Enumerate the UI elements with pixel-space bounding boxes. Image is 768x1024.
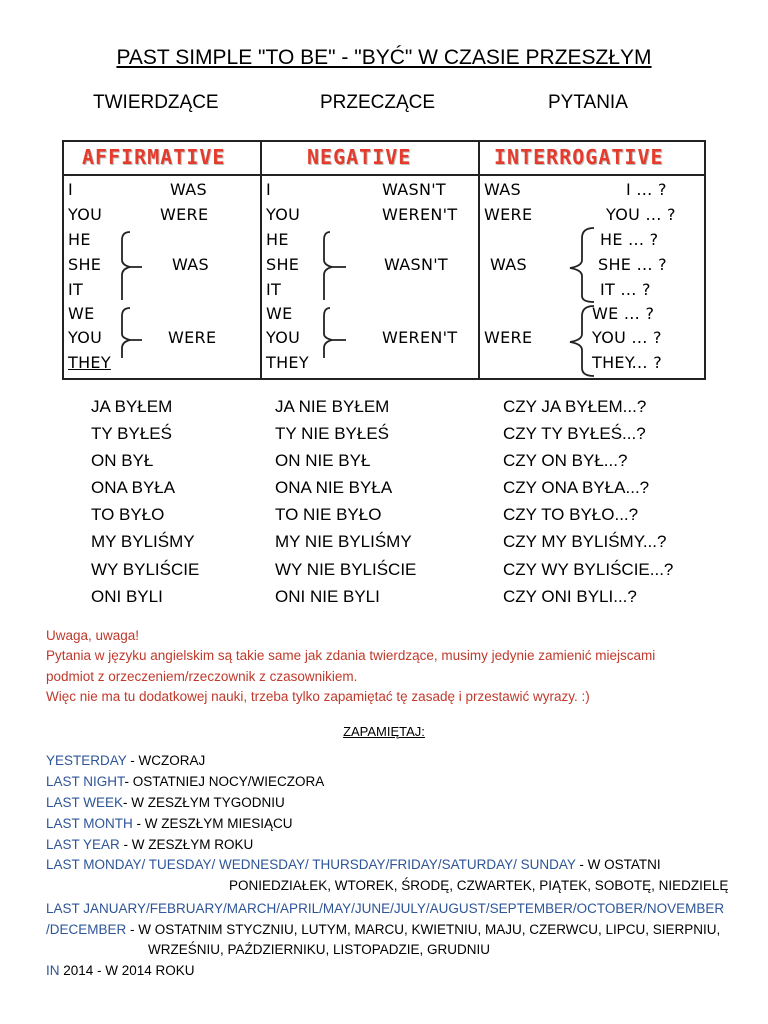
int-bracket-icon [562,226,598,378]
int-pronoun: HE ... ? [600,230,659,249]
vocab-pl: PONIEDZIAŁEK, WTOREK, ŚRODĘ, CZWARTEK, PIĄTEK, SOBOTĘ, NIEDZIELĘ [229,878,729,893]
int-pronoun: WE ... ? [592,304,655,323]
aff-verb: WAS [172,255,209,274]
page-title: PAST SIMPLE "TO BE" - "BYĆ" W CZASIE PRZESZŁYM [116,46,652,69]
list-item: CZY JA BYŁEM...? [503,397,647,416]
aff-pronoun: YOU [68,328,103,347]
vocab-pl: WRZEŚNIU, PAŹDZIERNIKU, LISTOPADZIE, GRUDNIU [148,942,491,957]
list-item: CZY ONI BYLI...? [503,587,637,606]
aff-pronoun: HE [68,230,91,249]
vocab-item [46,795,285,810]
vocab-en: LAST WEEK [46,795,124,810]
vocab-pl: 2014 - W 2014 ROKU [59,963,195,978]
int-pronoun: IT ... ? [600,280,651,299]
int-verb: WERE [484,205,533,224]
vocab-item [46,816,293,831]
neg-verb: WASN'T [384,255,448,274]
vocab-pl: - WCZORAJ [126,753,206,768]
int-verb: WERE [484,328,533,347]
list-item: WY BYLIŚCIE [91,560,200,579]
int-pronoun: YOU ... ? [606,205,676,224]
neg-verb: WEREN'T [382,205,458,224]
vocab-pl: - W ZESZŁYM TYGODNIU [123,795,285,810]
neg-pronoun: I [266,180,272,199]
vocab-item [229,878,728,893]
column-heading-negative: PRZECZĄCE [320,92,436,113]
int-pronoun: YOU ... ? [592,328,662,347]
remember-heading: ZAPAMIĘTAJ: [343,724,425,739]
list-item: CZY TO BYŁO...? [503,505,639,524]
vocab-pl: - W OSTATNI [575,857,661,872]
int-pronoun: I ... ? [626,180,667,199]
vocab-en: LAST NIGHT [46,774,125,789]
int-verb: WAS [490,255,527,274]
aff-verb: WERE [168,328,217,347]
vocab-item [46,901,724,916]
list-item: TY NIE BYŁEŚ [275,424,390,443]
affirmative-header: AFFIRMATIVE [82,145,226,169]
aff-pronoun: YOU [68,205,103,224]
vocab-pl: - OSTATNIEJ NOCY/WIECZORA [124,774,325,789]
aff-pronoun: WE [68,304,95,323]
aff-pronoun: IT [68,280,84,299]
vocab-en: LAST JANUARY/FEBRUARY/MARCH/APRIL/MAY/JUNE/JULY/AUGUST/SEPTEMBER/OCTOBER/NOVEMBER [46,901,725,916]
vocab-en: LAST YEAR [46,837,120,852]
neg-bracket-icon [320,230,370,360]
vocab-en: IN [46,963,60,978]
vocab-pl: - W ZESZŁYM MIESIĄCU [132,816,293,831]
vocab-item [46,837,253,852]
grammar-table [62,140,706,380]
int-pronoun: THEY... ? [592,353,662,372]
neg-pronoun: IT [266,280,282,299]
aff-pronoun: I [68,180,74,199]
negative-header: NEGATIVE [307,145,412,169]
aff-bracket-icon [118,230,168,360]
vocab-en: /DECEMBER [46,922,127,937]
aff-pronoun: SHE [68,255,102,274]
column-heading-questions: PYTANIA [548,92,628,113]
vocab-item [46,922,720,937]
aff-verb: WERE [160,205,209,224]
vocab-en: LAST MONTH [46,816,133,831]
int-pronoun: SHE ... ? [598,255,667,274]
list-item: ONI NIE BYLI [275,587,380,606]
list-item: ON NIE BYŁ [275,451,371,470]
neg-pronoun: THEY [266,353,309,372]
list-item: MY NIE BYLIŚMY [275,532,412,551]
note-line: Więc nie ma tu dodatkowej nauki, trzeba tylko zapamiętać tę zasadę i przestawić wyrazy. :) [46,689,590,704]
list-item: CZY TY BYŁEŚ...? [503,424,646,443]
int-verb: WAS [484,180,521,199]
list-item: MY BYLIŚMY [91,532,195,551]
list-item: CZY ON BYŁ...? [503,451,628,470]
list-item: WY NIE BYLIŚCIE [275,560,417,579]
list-item: ONI BYLI [91,587,163,606]
neg-pronoun: YOU [266,205,301,224]
vocab-pl: - W OSTATNIM STYCZNIU, LUTYM, MARCU, KWIETNIU, MAJU, CZERWCU, LIPCU, SIERPNIU, [126,922,721,937]
list-item: TO BYŁO [91,505,165,524]
list-item: TO NIE BYŁO [275,505,382,524]
note-line: podmiot z orzeczeniem/rzeczownik z czasownikiem. [46,669,358,684]
neg-verb: WEREN'T [382,328,458,347]
list-item: ONA NIE BYŁA [275,478,393,497]
vocab-item [46,963,195,978]
note-line: Uwaga, uwaga! [46,628,140,643]
interrogative-header: INTERROGATIVE [494,145,664,169]
list-item: ONA BYŁA [91,478,176,497]
list-item: CZY WY BYLIŚCIE...? [503,560,674,579]
list-item: CZY MY BYLIŚMY...? [503,532,667,551]
vocab-item [46,774,324,789]
list-item: CZY ONA BYŁA...? [503,478,650,497]
vocab-item [46,857,661,872]
neg-pronoun: YOU [266,328,301,347]
aff-verb: WAS [170,180,207,199]
aff-pronoun: THEY [68,353,111,372]
list-item: JA BYŁEM [91,397,173,416]
vocab-item [148,942,490,957]
vocab-item [46,753,205,768]
neg-pronoun: WE [266,304,293,323]
list-item: JA NIE BYŁEM [275,397,390,416]
column-heading-affirmative: TWIERDZĄCE [93,92,219,113]
vocab-en: LAST MONDAY/ TUESDAY/ WEDNESDAY/ THURSDAY/FRIDAY/SATURDAY/ SUNDAY [46,857,576,872]
neg-verb: WASN'T [382,180,446,199]
neg-pronoun: HE [266,230,289,249]
vocab-en: YESTERDAY [46,753,127,768]
note-line: Pytania w języku angielskim są takie same jak zdania twierdzące, musimy jedynie zamienić miejscami [46,648,656,663]
neg-pronoun: SHE [266,255,300,274]
list-item: ON BYŁ [91,451,154,470]
vocab-pl: - W ZESZŁYM ROKU [119,837,254,852]
list-item: TY BYŁEŚ [91,424,172,443]
